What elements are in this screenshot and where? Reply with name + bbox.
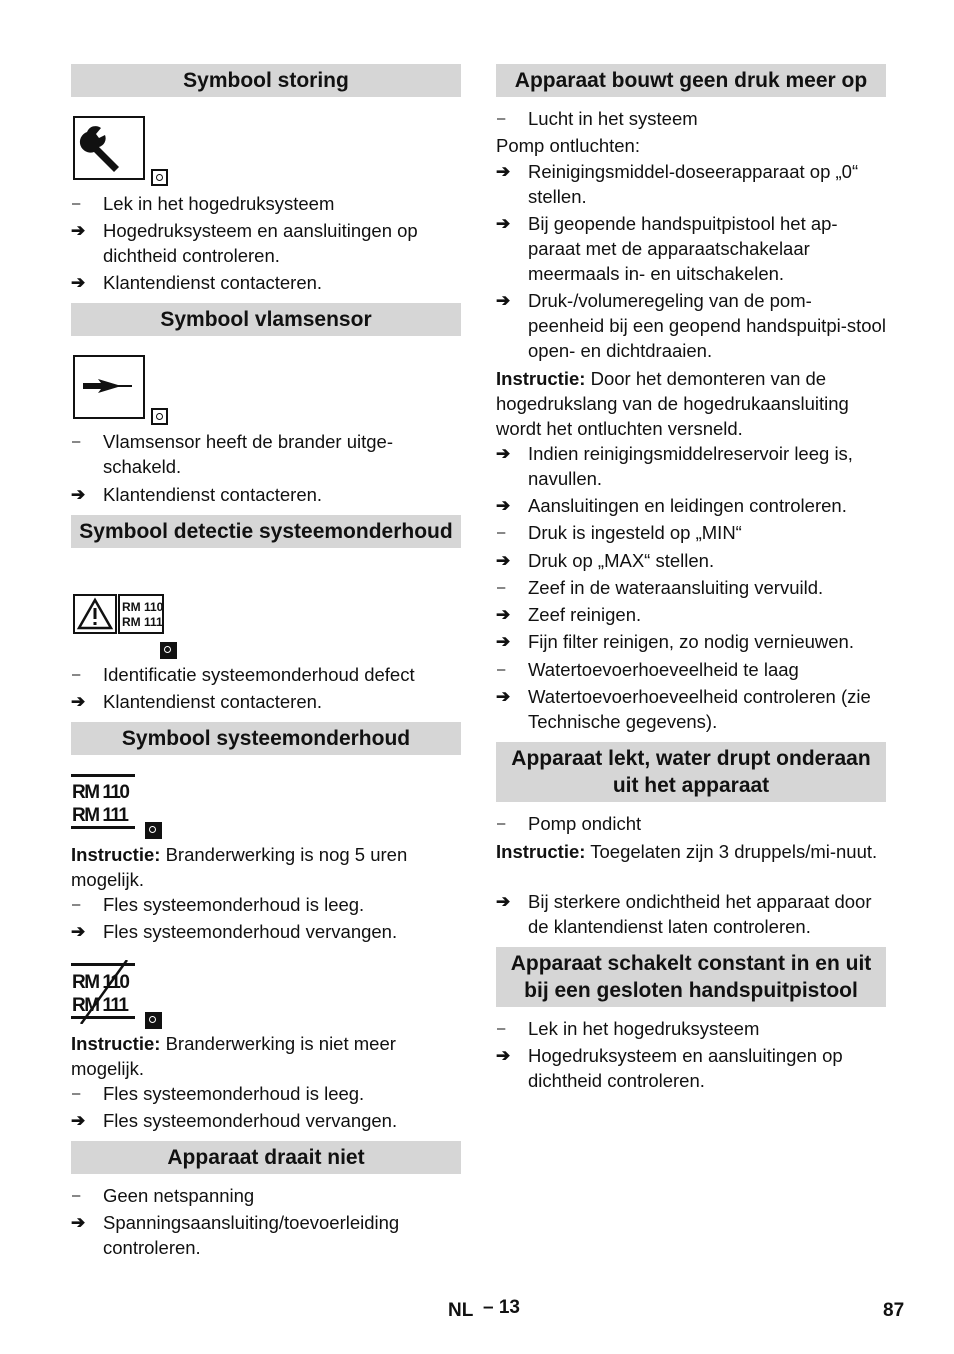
list-item: ➔ Druk op „MAX“ stellen. — [496, 550, 715, 571]
svg-text:RM 111: RM 111 — [72, 995, 128, 1016]
list-item: ➔ Fles systeemonderhoud vervangen. — [71, 1110, 398, 1131]
display-indicator-icon — [145, 1012, 162, 1029]
svg-text:RM 110: RM 110 — [72, 782, 129, 803]
svg-text:RM 111: RM 111 — [72, 805, 128, 826]
instruction-note: Instructie: Toegelaten zijn 3 druppels/mi-nuut. — [496, 841, 878, 862]
list-item: ➔ Klantendienst contacteren. — [71, 484, 323, 505]
warning-rm-icon — [73, 594, 165, 636]
svg-text:RM 110: RM 110 — [122, 600, 164, 614]
wrench-icon — [73, 116, 145, 180]
section-heading: Apparaat schakelt constant in en uit bij een gesloten handspuitpistool — [496, 947, 886, 1007]
section-heading: Symbool vlamsensor — [71, 303, 461, 336]
list-item: – Pomp ondicht — [497, 813, 642, 834]
footer-page-number: 87 — [883, 1300, 905, 1321]
list-item: ➔ Fles systeemonderhoud vervangen. — [71, 921, 398, 942]
section-heading: Apparaat bouwt geen druk meer op — [496, 64, 886, 97]
instruction-note: Instructie: Door het demonteren van de hogedrukslang van de hogedrukaansluiting wordt het ontluchten versneld. — [496, 368, 849, 439]
rm-maintenance-crossed-icon — [71, 960, 137, 1024]
list-item: ➔ Klantendienst contacteren. — [71, 691, 323, 712]
list-item: ➔ Zeef reinigen. — [496, 604, 642, 625]
svg-text:RM 111: RM 111 — [122, 615, 163, 629]
section-heading: Symbool systeemonderhoud — [71, 722, 461, 755]
section-heading: Apparaat draait niet — [71, 1141, 461, 1174]
section-heading: Apparaat lekt, water drupt onderaan uit het apparaat — [496, 742, 886, 802]
paragraph: Pomp ontluchten: — [496, 135, 640, 156]
list-item: ➔ Aansluitingen en leidingen controleren. — [496, 495, 847, 516]
instruction-note: Instructie: Branderwerking is nog 5 uren mogelijk. — [71, 844, 408, 890]
list-item: ➔ Spanningsaansluiting/toevoerleiding controleren. — [71, 1212, 400, 1258]
list-item: ➔ Hogedruksysteem en aansluitingen op dichtheid controleren. — [496, 1045, 843, 1091]
display-indicator-icon — [151, 169, 168, 186]
instruction-note: Instructie: Branderwerking is niet meer mogelijk. — [71, 1033, 396, 1079]
list-item: ➔ Watertoevoerhoeveelheid controleren (zie Technische gegevens). — [496, 686, 871, 732]
display-indicator-icon — [145, 822, 162, 839]
list-item: – Zeef in de wateraansluiting vervuild. — [497, 577, 824, 598]
list-item: ➔ Hogedruksysteem en aansluitingen op dichtheid controleren. — [71, 220, 418, 266]
list-item: – Lek in het hogedruksysteem — [497, 1018, 760, 1039]
svg-text:RM 110: RM 110 — [72, 972, 129, 993]
list-item: – Watertoevoerhoeveelheid te laag — [497, 659, 799, 680]
rm-maintenance-icon — [71, 774, 137, 830]
section-heading: Symbool storing — [71, 64, 461, 97]
list-item: – Fles systeemonderhoud is leeg. — [72, 894, 365, 915]
list-item: – Lucht in het systeem — [497, 108, 698, 129]
list-item: – Fles systeemonderhoud is leeg. — [72, 1083, 365, 1104]
list-item: ➔ Bij sterkere ondichtheid het apparaat door de klantendienst laten controleren. — [496, 891, 872, 937]
display-indicator-icon — [151, 408, 168, 425]
list-item: ➔ Indien reinigingsmiddelreservoir leeg is, navullen. — [496, 443, 853, 489]
list-item: – Identificatie systeemonderhoud defect — [72, 664, 415, 685]
flame-sensor-icon — [73, 355, 145, 419]
list-item: – Lek in het hogedruksysteem — [72, 193, 335, 214]
display-indicator-icon — [160, 642, 177, 659]
list-item: – Vlamsensor heeft de brander uitge-schakeld. — [72, 431, 394, 477]
list-item: ➔ Reinigingsmiddel-doseerapparaat op „0“ stellen. — [496, 161, 859, 207]
footer-language: NL — [448, 1300, 474, 1321]
list-item: ➔ Bij geopende handspuitpistool het ap-paraat met de apparaatschakelaar meermaals in- en uitschakelen. — [496, 213, 838, 284]
list-item: ➔ Druk-/volumeregeling van de pom-peenheid bij een geopend handspuitpi-stool open- en dichtdraaien. — [496, 290, 886, 361]
list-item: ➔ Klantendienst contacteren. — [71, 272, 323, 293]
section-heading: Symbool detectie systeemonderhoud — [71, 515, 461, 548]
list-item: – Druk is ingesteld op „MIN“ — [497, 522, 742, 543]
list-item: ➔ Fijn filter reinigen, zo nodig vernieuwen. — [496, 631, 854, 652]
list-item: – Geen netspanning — [72, 1185, 255, 1206]
footer-page-local: – 13 — [483, 1297, 520, 1318]
